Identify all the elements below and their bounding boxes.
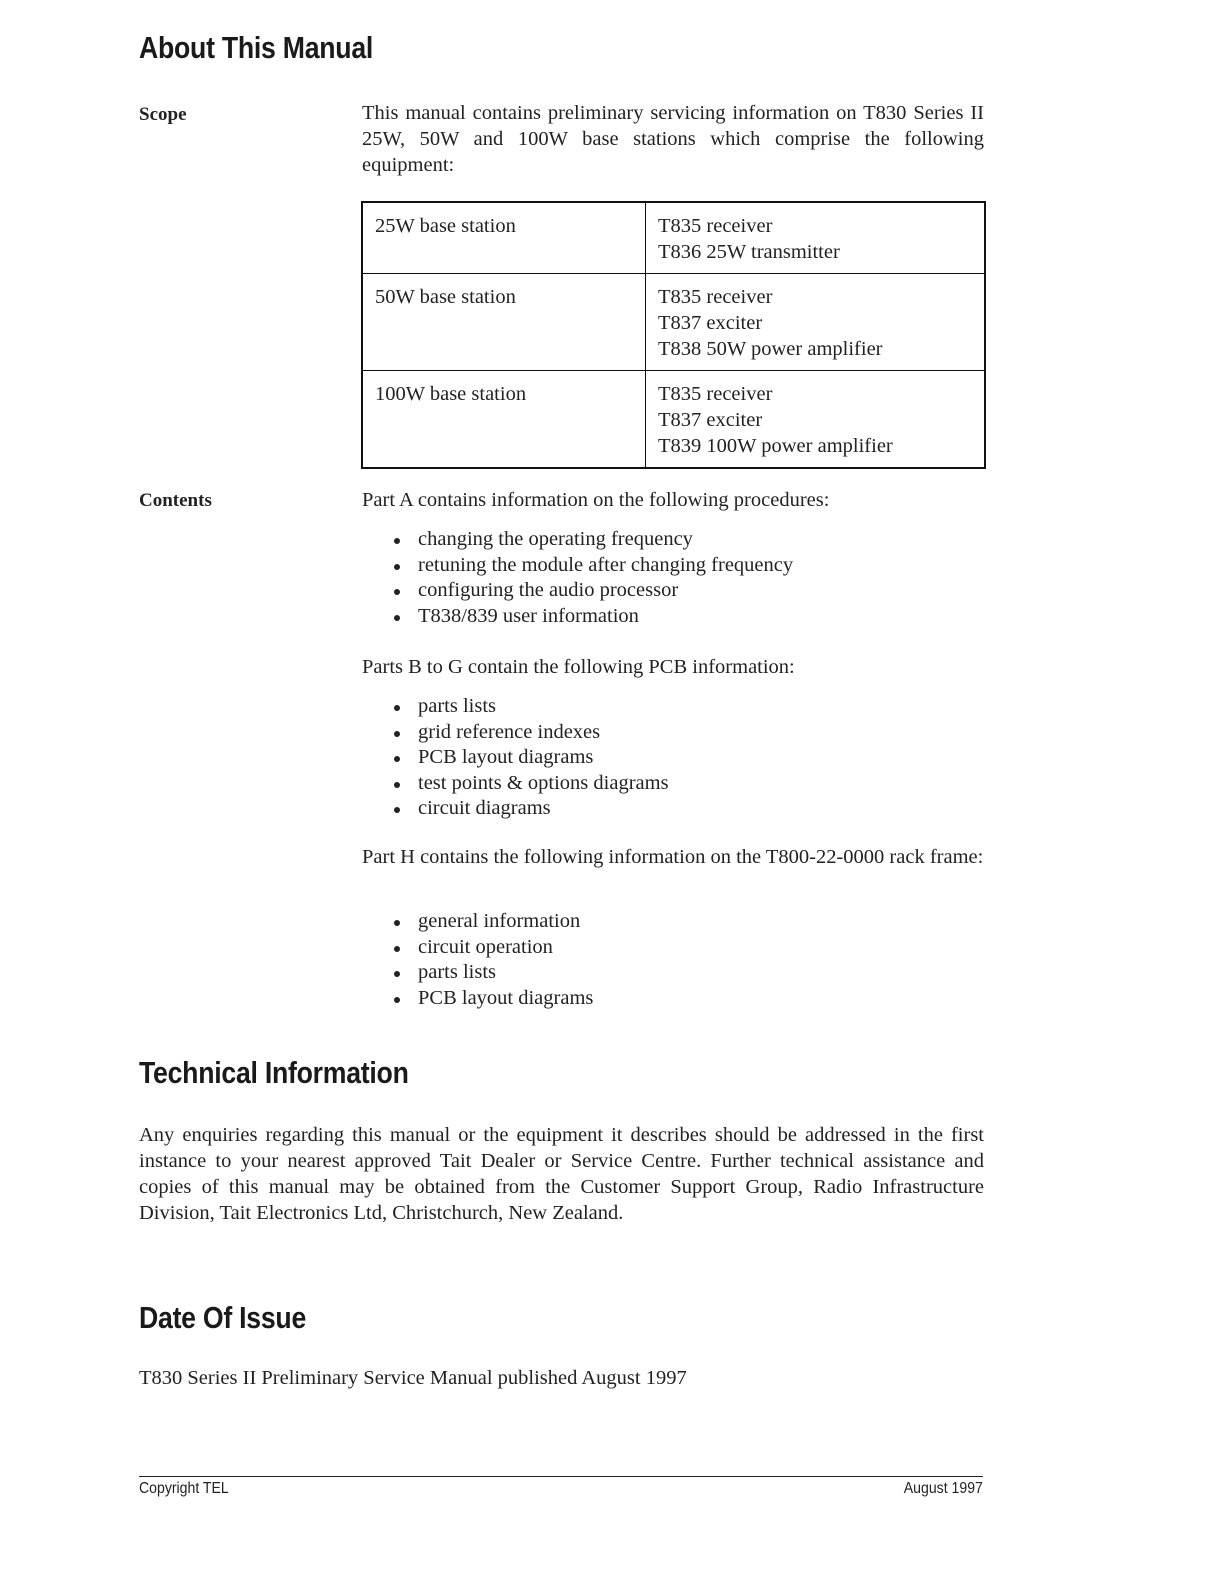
list-item: T838/839 user information — [390, 604, 984, 630]
equipment-cell — [646, 371, 986, 469]
equipment-item: T838 50W power amplifier — [658, 338, 883, 360]
parts-bg-intro: Parts B to G contain the following PCB information: — [362, 656, 795, 678]
scope-label: Scope — [139, 104, 187, 125]
equipment-item: T835 receiver — [658, 215, 773, 237]
table-row — [362, 202, 985, 274]
footer-rule — [139, 1476, 983, 1477]
scope-paragraph: This manual contains preliminary servicing information on T830 Series II 25W, 50W and 100W base stations which comprise the following equipment: — [362, 102, 984, 176]
list-item: parts lists — [390, 694, 984, 720]
table-row — [362, 371, 985, 469]
footer-date: August 1997 — [903, 1480, 983, 1497]
list-item: changing the operating frequency — [390, 527, 984, 553]
about-manual-heading: About This Manual — [139, 30, 374, 65]
equipment-item: T837 exciter — [658, 312, 763, 334]
list-item: PCB layout diagrams — [390, 745, 984, 771]
list-item: retuning the module after changing frequency — [390, 553, 984, 579]
part-h-list — [390, 909, 984, 1011]
list-item: general information — [390, 909, 984, 935]
station-cell: 25W base station — [362, 202, 646, 274]
station-cell: 50W base station — [362, 274, 646, 371]
list-item: test points & options diagrams — [390, 771, 984, 797]
part-a-intro: Part A contains information on the following procedures: — [362, 489, 830, 511]
part-a-list — [390, 527, 984, 629]
technical-info-heading: Technical Information — [139, 1055, 409, 1090]
contents-label: Contents — [139, 490, 212, 511]
equipment-item: T836 25W transmitter — [658, 241, 840, 263]
equipment-item: T835 receiver — [658, 286, 773, 308]
list-item: configuring the audio processor — [390, 578, 984, 604]
list-item: circuit operation — [390, 935, 984, 961]
equipment-item: T839 100W power amplifier — [658, 435, 893, 457]
technical-paragraph: Any enquiries regarding this manual or the equipment it describes should be addressed in the first instance to your nearest approved Tait Dealer or Service Centre. Further technical assistance and copies of this manual may be obtained from the Customer Support Group, Radio Infrastructure Division, Tait Electronics Ltd, Christchurch, New Zealand. — [139, 1124, 984, 1224]
footer-copyright: Copyright TEL — [139, 1480, 229, 1497]
list-item: parts lists — [390, 960, 984, 986]
parts-bg-list — [390, 694, 984, 822]
list-item: grid reference indexes — [390, 720, 984, 746]
equipment-item: T835 receiver — [658, 383, 773, 405]
issue-paragraph: T830 Series II Preliminary Service Manual published August 1997 — [139, 1367, 687, 1389]
table-row — [362, 274, 985, 371]
equipment-cell — [646, 202, 986, 274]
equipment-cell — [646, 274, 986, 371]
equipment-item: T837 exciter — [658, 409, 763, 431]
part-h-intro: Part H contains the following information on the T800-22-0000 rack frame: — [362, 846, 984, 868]
list-item: PCB layout diagrams — [390, 986, 984, 1012]
equipment-table — [361, 201, 986, 469]
list-item: circuit diagrams — [390, 796, 984, 822]
date-of-issue-heading: Date Of Issue — [139, 1300, 307, 1335]
station-cell: 100W base station — [362, 371, 646, 469]
